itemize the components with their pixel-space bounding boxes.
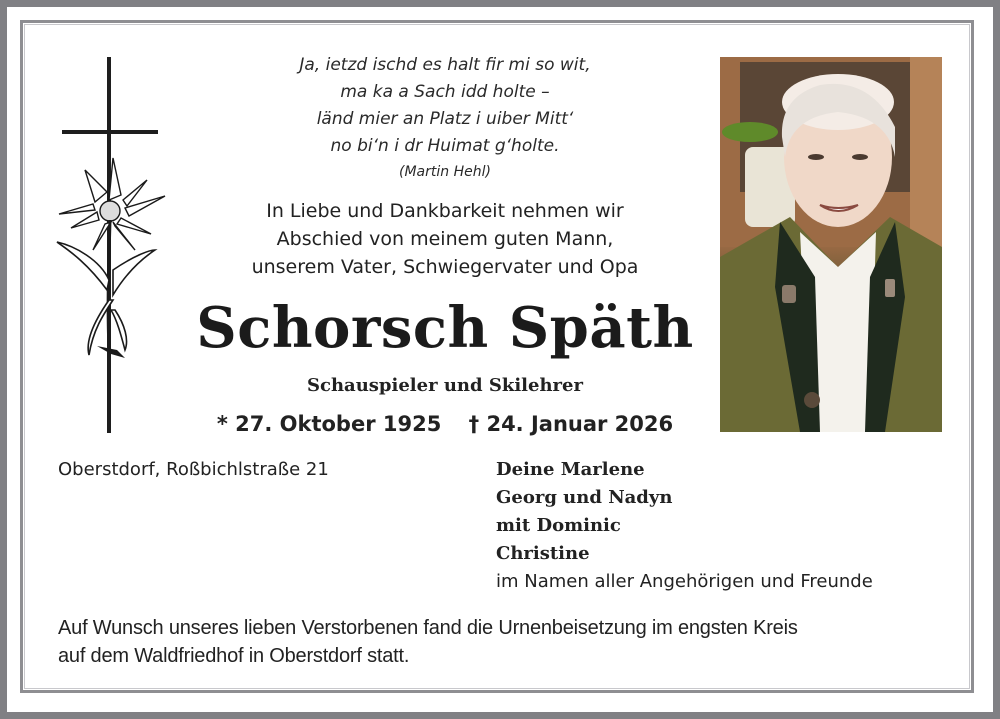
- poem-line: länd mier an Platz i uiber Mitt‘: [316, 109, 574, 129]
- mourners-list: [496, 456, 873, 596]
- portrait-illustration: [720, 57, 942, 432]
- poem-author: (Martin Hehl): [399, 164, 491, 180]
- mourner-name: Christine: [496, 543, 590, 564]
- address: Oberstdorf, Roßbichlstraße 21: [58, 459, 329, 480]
- intro-line: In Liebe und Dankbarkeit nehmen wir: [266, 200, 624, 222]
- poem-block: [250, 52, 640, 184]
- intro-text: [200, 197, 690, 281]
- life-dates: [190, 408, 700, 440]
- poem-line: ma ka a Sach idd holte –: [340, 82, 550, 102]
- mourners-closing: im Namen aller Angehörigen und Freunde: [496, 571, 873, 592]
- birth-date: * 27. Oktober 1925: [216, 412, 442, 436]
- mourner-name: mit Dominic: [496, 515, 621, 536]
- mourner-name: Georg und Nadyn: [496, 487, 673, 508]
- burial-notice: [58, 614, 958, 670]
- intro-line: Abschied von meinem guten Mann,: [276, 228, 614, 250]
- portrait-photo: [720, 57, 942, 432]
- cross-bar: [62, 130, 158, 134]
- poem-line: no bi‘n i dr Huimat g‘holte.: [330, 136, 560, 156]
- deceased-name: Schorsch Späth: [196, 295, 694, 361]
- notice-line: auf dem Waldfriedhof in Oberstdorf statt.: [58, 645, 410, 667]
- death-date: † 24. Januar 2026: [468, 412, 674, 436]
- mourner-name: Deine Marlene: [496, 459, 645, 480]
- intro-line: unserem Vater, Schwiegervater und Opa: [251, 256, 639, 278]
- notice-line: Auf Wunsch unseres lieben Verstorbenen fand die Urnenbeisetzung im engsten Kreis: [58, 617, 798, 639]
- deceased-profession: Schauspieler und Skilehrer: [307, 375, 583, 396]
- edelweiss-icon: [55, 150, 170, 370]
- poem-line: Ja, ietzd ischd es halt fir mi so wit,: [299, 55, 591, 75]
